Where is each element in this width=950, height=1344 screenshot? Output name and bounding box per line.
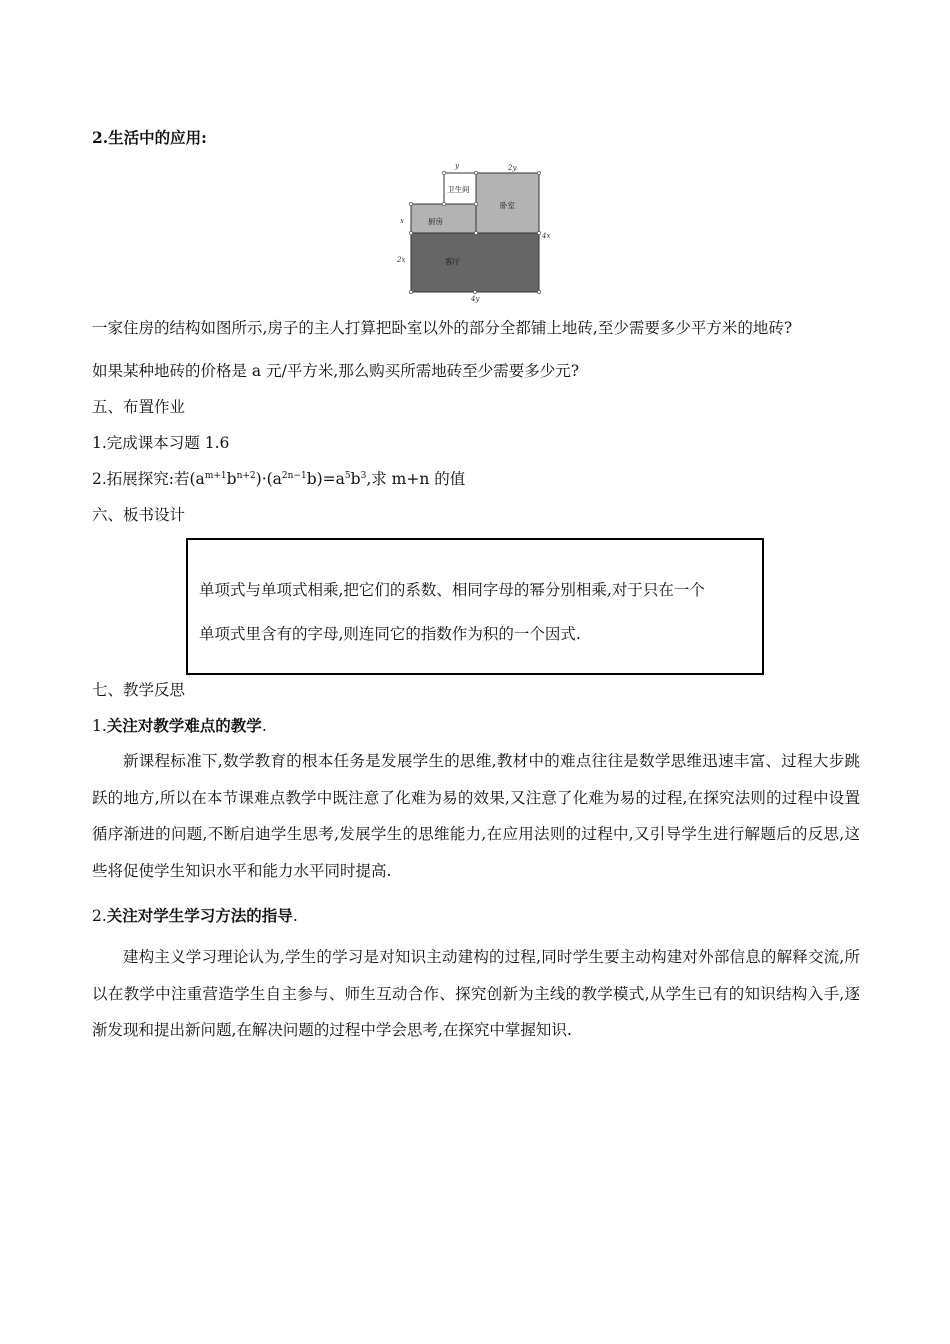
board-text-line-2: 单项式里含有的字母,则连同它的指数作为积的一个因式. — [199, 625, 581, 643]
label-x: x — [400, 217, 404, 225]
reflection-subtitle-1: 1.关注对教学难点的教学. — [92, 716, 267, 735]
floor-plan-svg — [395, 160, 560, 305]
board-text-line-1: 单项式与单项式相乘,把它们的系数、相同字母的幂分别相乘,对于只在一个 — [199, 581, 705, 599]
board-design-text — [199, 568, 751, 656]
homework-item-2: 2.拓展探究:若$(a^{m+1}b^{n+2})\cdot(a^{2n-1}b)=a^5b^3$,求 m+n 的值 — [92, 470, 466, 488]
reflection-subtitle-2: 2.关注对学生学习方法的指导. — [92, 906, 298, 925]
label-2y: 2y — [508, 164, 517, 172]
heading-homework: 五、布置作业 — [92, 398, 186, 416]
kitchen-label: 厨房 — [428, 217, 443, 226]
living-room-label: 客厅 — [445, 257, 460, 266]
kitchen-room — [411, 204, 476, 233]
label-2x: 2x — [397, 256, 406, 264]
reflection-paragraph-1: 新课程标准下,数学教育的根本任务是发展学生的思维,教材中的难点往往是数学思维迅速丰富、过程大步跳跃的地方,所以在本节课难点教学中既注意了化难为易的效果,又注意了化难为易的过程,在探究法则的过程中设置循序渐进的问题,不断启迪学生思考,发展学生的思维能力,在应用法则的过程中,又引导学生进行解题后的反思,这些将促使学生知识水平和能力水平同时提高. — [92, 752, 860, 880]
label-4x: 4x — [542, 232, 551, 240]
reflection-paragraph-2: 建构主义学习理论认为,学生的学习是对知识主动建构的过程,同时学生要主动构建对外部信息的解释交流,所以在教学中注重营造学生自主参与、师生互动合作、探究创新为主线的教学模式,从学生已有的知识结构入手,逐渐发现和提出新问题,在解决问题的过程中学会思考,在探究中掌握知识. — [92, 948, 860, 1039]
homework-item-1: 1.完成课本习题 1.6 — [92, 434, 230, 452]
problem-text-line-1: 一家住房的结构如图所示,房子的主人打算把卧室以外的部分全都铺上地砖,至少需要多少平方米的地砖? — [92, 319, 793, 337]
living-room — [411, 233, 539, 292]
board-design-box — [186, 538, 764, 675]
heading-board-design: 六、板书设计 — [92, 506, 186, 524]
problem-text-line-2: 如果某种地砖的价格是 a 元/平方米,那么购买所需地砖至少需要多少元? — [92, 362, 580, 380]
bedroom-label: 卧室 — [500, 201, 515, 210]
house-floor-plan-figure — [395, 160, 560, 305]
heading-reflection: 七、教学反思 — [92, 681, 186, 699]
bathroom-label: 卫生间 — [447, 185, 470, 194]
section-title-application: 2.生活中的应用: — [92, 128, 207, 147]
label-y: y — [455, 162, 459, 170]
label-4y: 4y — [471, 295, 480, 303]
